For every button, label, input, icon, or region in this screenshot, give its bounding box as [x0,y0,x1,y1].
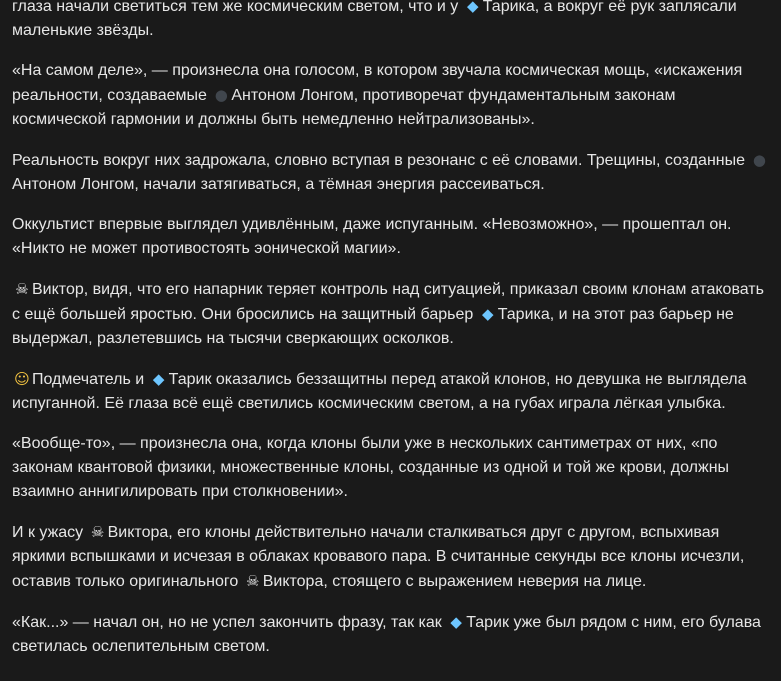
skull-icon: ☠ [90,523,105,541]
paragraph-9 [12,610,771,659]
paragraph-8 [12,520,771,594]
text-segment: Виктора, стоящего с выражением неверия на лице. [262,573,647,590]
gem-stone-icon: ◆ [481,305,494,323]
skull-icon: ☠ [15,280,29,298]
gem-stone-icon: ◆ [450,613,462,631]
text-segment: Антоном Лонгом, начали затягиваться, а тёмная энергия рассеиваться. [12,176,545,193]
text-segment: Тарик оказались беззащитны перед атакой клонов, но девушка не выглядела испуганной. Её глаза всё ещё светились космическим светом, а на губах играла лёгкая улыбка. [12,371,747,412]
text-segment: Тарика, а вокруг её рук заплясали маленькие звёзды. [12,0,737,39]
text-segment: Тарик уже был рядом с ним, его булава светилась ослепительным светом. [12,614,761,655]
text-segment: Виктора, его клоны действительно начали сталкиваться друг с другом, вспыхивая яркими вспышками и исчезая в облаках кровавого пара. В считанные секунды все клоны исчезли, оставив только оригинального [12,524,745,590]
text-segment: И к ужасу [12,524,88,541]
paragraph-2 [12,59,771,132]
nerd-face-icon: ☺ [14,370,30,388]
gem-stone-icon: ◆ [152,370,165,388]
paragraph-7 [12,432,771,504]
text-segment: «Как...» — начал он, но не успел закончить фразу, так как [12,614,447,631]
text-segment: «Вообще-то», — произнесла она, когда клоны были уже в нескольких сантиметрах от них, «по законам квантовой физики, множественные клоны, созданные из одной и той же крови, должны взаимно аннигилировать при столкновении». [12,435,730,500]
new-moon-icon: ● [214,86,228,104]
paragraph-1 [12,0,771,43]
paragraph-3 [12,148,771,197]
new-moon-icon: ● [752,151,767,169]
text-segment: глаза начали светиться тем же космическим светом, что и у [12,0,463,15]
paragraph-4 [12,213,771,261]
text-segment: «На самом деле», — произнесла она голосом, в котором звучала космическая мощь, «искажения реальности, создаваемые [12,62,743,104]
text-segment: Тарика, и на этот раз барьер не выдержал, разлетевшись на тысячи сверкающих осколков. [12,306,734,347]
gem-stone-icon: ◆ [466,0,479,15]
skull-icon: ☠ [245,572,260,590]
text-segment: Оккультист впервые выглядел удивлённым, даже испуганным. «Невозможно», — прошептал он. «Никто не может противостоять эонической магии». [12,216,732,257]
paragraph-6 [12,367,771,416]
text-segment: Подмечатель и [32,371,149,388]
text-segment: Антоном Лонгом, противоречат фундаментальным законам космической гармонии и должны быть немедленно нейтрализованы». [12,87,676,128]
paragraph-5 [12,277,771,351]
text-segment: Виктор, видя, что его напарник теряет контроль над ситуацией, приказал своим клонам атаковать с ещё большей яростью. Они бросились на защитный барьер [12,281,764,323]
story-text [12,0,771,675]
text-segment: Реальность вокруг них задрожала, словно вступая в резонанс с её словами. Трещины, созданные [12,152,750,169]
